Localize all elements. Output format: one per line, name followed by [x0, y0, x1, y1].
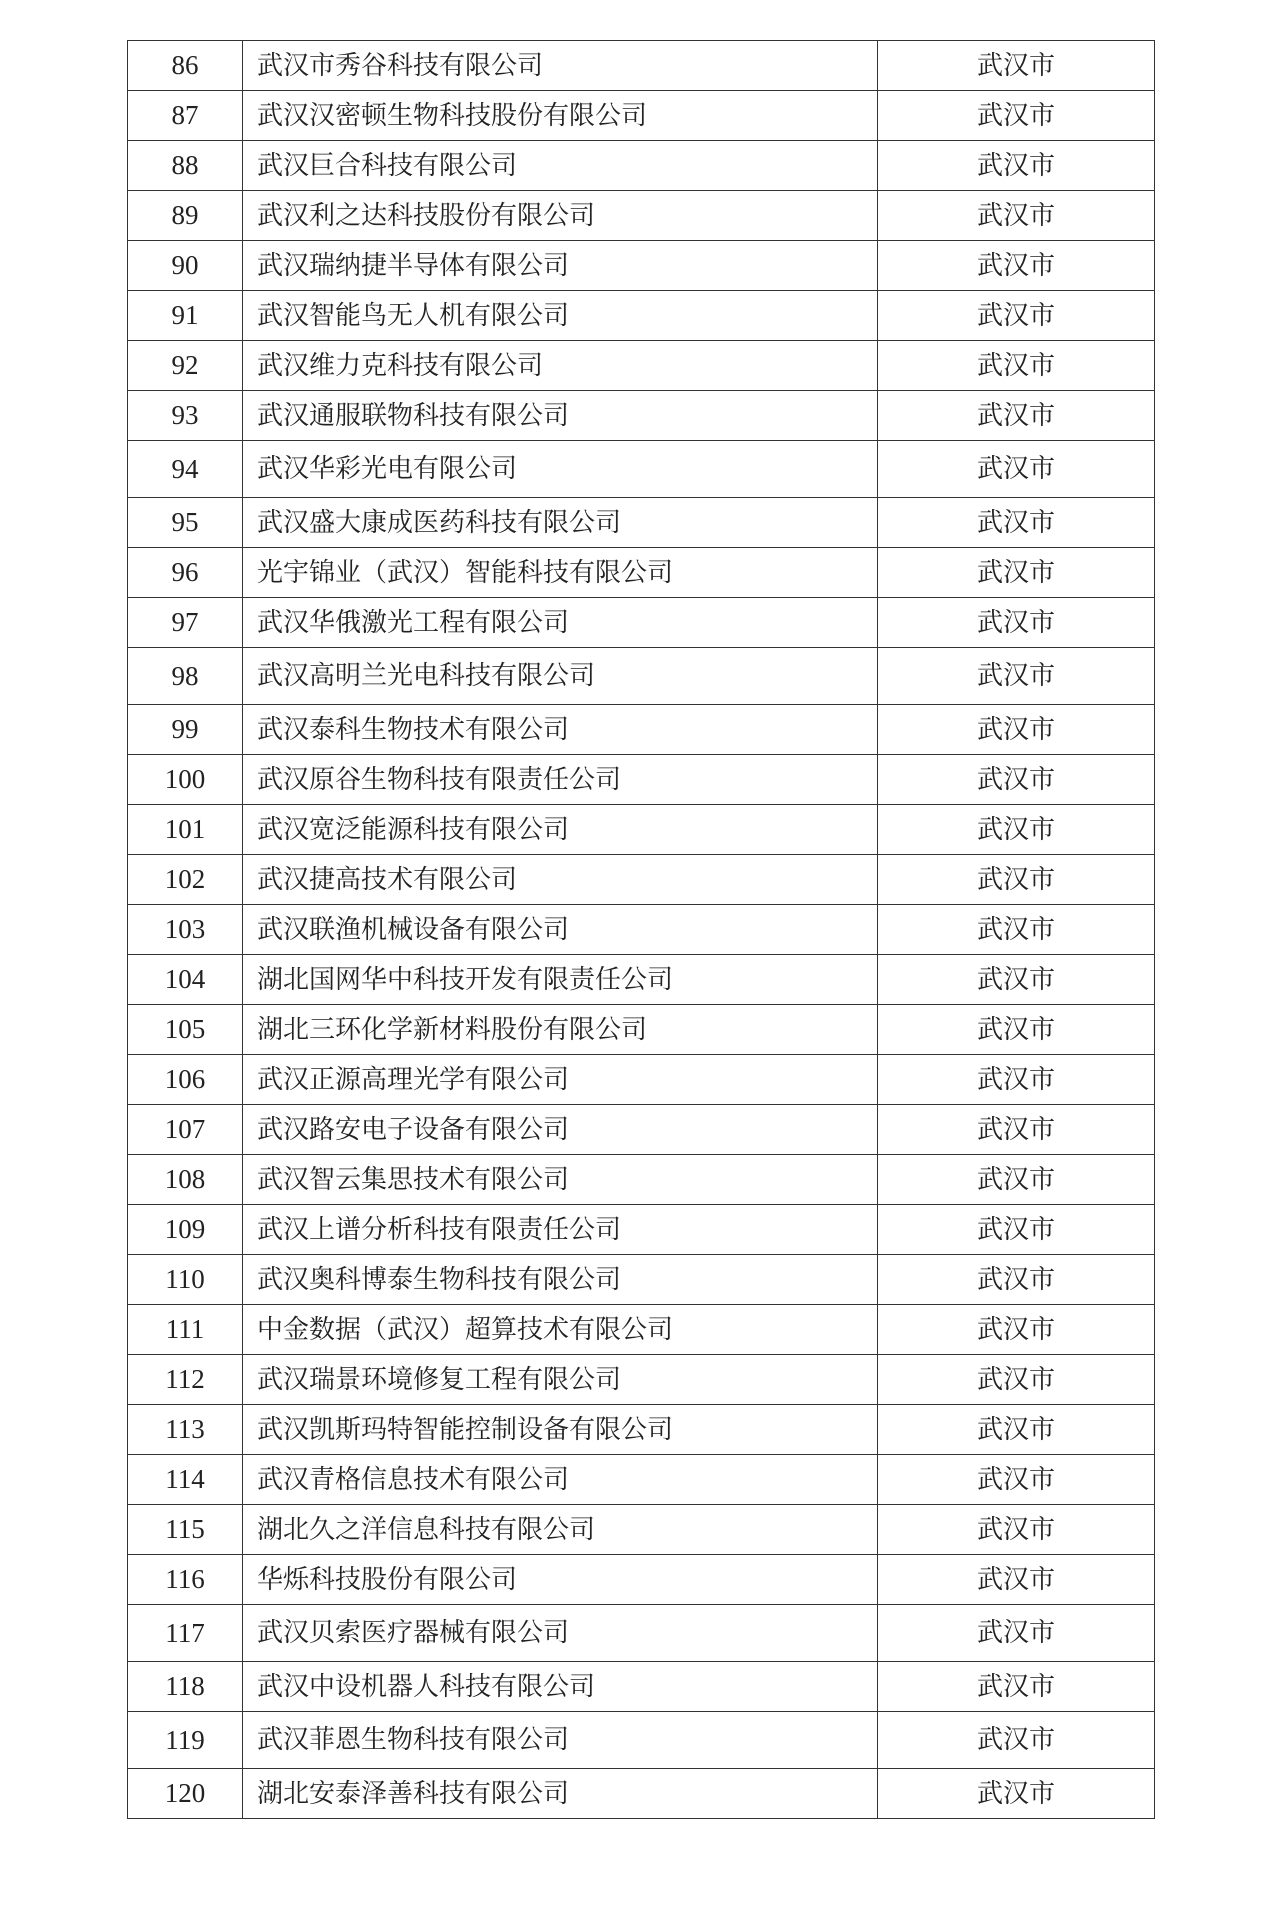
- region-cell: 武汉市: [878, 1505, 1155, 1555]
- row-number-cell: 87: [128, 91, 243, 141]
- region-cell: 武汉市: [878, 1662, 1155, 1712]
- row-number-cell: 112: [128, 1355, 243, 1405]
- row-number-cell: 95: [128, 498, 243, 548]
- table-row: [128, 955, 1155, 1005]
- table-row: [128, 1005, 1155, 1055]
- row-number-cell: 103: [128, 905, 243, 955]
- company-name-cell: 武汉贝索医疗器械有限公司: [243, 1605, 878, 1662]
- region-cell: 武汉市: [878, 1305, 1155, 1355]
- table-row: [128, 1305, 1155, 1355]
- company-name-cell: 武汉维力克科技有限公司: [243, 341, 878, 391]
- row-number-cell: 90: [128, 241, 243, 291]
- table-row: [128, 1205, 1155, 1255]
- row-number-cell: 115: [128, 1505, 243, 1555]
- company-name-cell: 武汉瑞纳捷半导体有限公司: [243, 241, 878, 291]
- region-cell: 武汉市: [878, 441, 1155, 498]
- region-cell: 武汉市: [878, 91, 1155, 141]
- company-list-table-container: [127, 40, 1155, 1819]
- region-cell: 武汉市: [878, 1405, 1155, 1455]
- row-number-cell: 108: [128, 1155, 243, 1205]
- table-row: [128, 41, 1155, 91]
- company-name-cell: 武汉中设机器人科技有限公司: [243, 1662, 878, 1712]
- company-name-cell: 武汉瑞景环境修复工程有限公司: [243, 1355, 878, 1405]
- table-row: [128, 1712, 1155, 1769]
- table-row: [128, 441, 1155, 498]
- region-cell: 武汉市: [878, 905, 1155, 955]
- region-cell: 武汉市: [878, 648, 1155, 705]
- company-name-cell: 武汉宽泛能源科技有限公司: [243, 805, 878, 855]
- region-cell: 武汉市: [878, 498, 1155, 548]
- row-number-cell: 120: [128, 1769, 243, 1819]
- region-cell: 武汉市: [878, 1155, 1155, 1205]
- row-number-cell: 110: [128, 1255, 243, 1305]
- company-name-cell: 武汉高明兰光电科技有限公司: [243, 648, 878, 705]
- table-row: [128, 598, 1155, 648]
- company-name-cell: 武汉巨合科技有限公司: [243, 141, 878, 191]
- company-name-cell: 湖北久之洋信息科技有限公司: [243, 1505, 878, 1555]
- row-number-cell: 109: [128, 1205, 243, 1255]
- table-row: [128, 391, 1155, 441]
- row-number-cell: 111: [128, 1305, 243, 1355]
- row-number-cell: 105: [128, 1005, 243, 1055]
- table-row: [128, 648, 1155, 705]
- row-number-cell: 104: [128, 955, 243, 1005]
- company-name-cell: 武汉利之达科技股份有限公司: [243, 191, 878, 241]
- table-row: [128, 1355, 1155, 1405]
- table-row: [128, 1455, 1155, 1505]
- table-row: [128, 548, 1155, 598]
- row-number-cell: 93: [128, 391, 243, 441]
- row-number-cell: 116: [128, 1555, 243, 1605]
- table-row: [128, 905, 1155, 955]
- company-name-cell: 武汉泰科生物技术有限公司: [243, 705, 878, 755]
- company-name-cell: 武汉正源高理光学有限公司: [243, 1055, 878, 1105]
- table-row: [128, 291, 1155, 341]
- region-cell: 武汉市: [878, 598, 1155, 648]
- region-cell: 武汉市: [878, 1355, 1155, 1405]
- company-name-cell: 武汉华俄激光工程有限公司: [243, 598, 878, 648]
- table-row: [128, 1405, 1155, 1455]
- row-number-cell: 117: [128, 1605, 243, 1662]
- region-cell: 武汉市: [878, 705, 1155, 755]
- region-cell: 武汉市: [878, 141, 1155, 191]
- row-number-cell: 98: [128, 648, 243, 705]
- region-cell: 武汉市: [878, 41, 1155, 91]
- table-body: [128, 41, 1155, 1819]
- region-cell: 武汉市: [878, 1555, 1155, 1605]
- row-number-cell: 94: [128, 441, 243, 498]
- row-number-cell: 92: [128, 341, 243, 391]
- company-name-cell: 武汉盛大康成医药科技有限公司: [243, 498, 878, 548]
- table-row: [128, 498, 1155, 548]
- table-row: [128, 1055, 1155, 1105]
- company-name-cell: 武汉原谷生物科技有限责任公司: [243, 755, 878, 805]
- company-name-cell: 湖北安泰泽善科技有限公司: [243, 1769, 878, 1819]
- region-cell: 武汉市: [878, 1769, 1155, 1819]
- row-number-cell: 86: [128, 41, 243, 91]
- region-cell: 武汉市: [878, 548, 1155, 598]
- region-cell: 武汉市: [878, 291, 1155, 341]
- table-row: [128, 1255, 1155, 1305]
- row-number-cell: 99: [128, 705, 243, 755]
- region-cell: 武汉市: [878, 755, 1155, 805]
- company-name-cell: 中金数据（武汉）超算技术有限公司: [243, 1305, 878, 1355]
- table-row: [128, 341, 1155, 391]
- table-row: [128, 191, 1155, 241]
- company-list-table: [127, 40, 1155, 1819]
- table-row: [128, 805, 1155, 855]
- row-number-cell: 113: [128, 1405, 243, 1455]
- row-number-cell: 100: [128, 755, 243, 805]
- region-cell: 武汉市: [878, 1255, 1155, 1305]
- row-number-cell: 114: [128, 1455, 243, 1505]
- table-row: [128, 705, 1155, 755]
- region-cell: 武汉市: [878, 341, 1155, 391]
- company-name-cell: 武汉华彩光电有限公司: [243, 441, 878, 498]
- company-name-cell: 湖北国网华中科技开发有限责任公司: [243, 955, 878, 1005]
- region-cell: 武汉市: [878, 1005, 1155, 1055]
- region-cell: 武汉市: [878, 391, 1155, 441]
- region-cell: 武汉市: [878, 191, 1155, 241]
- table-row: [128, 1155, 1155, 1205]
- company-name-cell: 武汉捷高技术有限公司: [243, 855, 878, 905]
- region-cell: 武汉市: [878, 1455, 1155, 1505]
- table-row: [128, 855, 1155, 905]
- company-name-cell: 武汉智云集思技术有限公司: [243, 1155, 878, 1205]
- company-name-cell: 湖北三环化学新材料股份有限公司: [243, 1005, 878, 1055]
- company-name-cell: 武汉联渔机械设备有限公司: [243, 905, 878, 955]
- company-name-cell: 武汉智能鸟无人机有限公司: [243, 291, 878, 341]
- company-name-cell: 武汉市秀谷科技有限公司: [243, 41, 878, 91]
- table-row: [128, 91, 1155, 141]
- table-row: [128, 241, 1155, 291]
- region-cell: 武汉市: [878, 1605, 1155, 1662]
- row-number-cell: 89: [128, 191, 243, 241]
- company-name-cell: 武汉青格信息技术有限公司: [243, 1455, 878, 1505]
- region-cell: 武汉市: [878, 241, 1155, 291]
- region-cell: 武汉市: [878, 1205, 1155, 1255]
- region-cell: 武汉市: [878, 1055, 1155, 1105]
- table-row: [128, 141, 1155, 191]
- region-cell: 武汉市: [878, 1712, 1155, 1769]
- row-number-cell: 101: [128, 805, 243, 855]
- region-cell: 武汉市: [878, 805, 1155, 855]
- table-row: [128, 1769, 1155, 1819]
- table-row: [128, 1555, 1155, 1605]
- row-number-cell: 96: [128, 548, 243, 598]
- row-number-cell: 91: [128, 291, 243, 341]
- company-name-cell: 武汉奥科博泰生物科技有限公司: [243, 1255, 878, 1305]
- company-name-cell: 武汉汉密顿生物科技股份有限公司: [243, 91, 878, 141]
- company-name-cell: 武汉通服联物科技有限公司: [243, 391, 878, 441]
- table-row: [128, 1505, 1155, 1555]
- row-number-cell: 118: [128, 1662, 243, 1712]
- company-name-cell: 武汉凯斯玛特智能控制设备有限公司: [243, 1405, 878, 1455]
- table-row: [128, 1662, 1155, 1712]
- table-row: [128, 1605, 1155, 1662]
- row-number-cell: 119: [128, 1712, 243, 1769]
- row-number-cell: 97: [128, 598, 243, 648]
- region-cell: 武汉市: [878, 1105, 1155, 1155]
- region-cell: 武汉市: [878, 855, 1155, 905]
- region-cell: 武汉市: [878, 955, 1155, 1005]
- row-number-cell: 107: [128, 1105, 243, 1155]
- company-name-cell: 光宇锦业（武汉）智能科技有限公司: [243, 548, 878, 598]
- table-row: [128, 1105, 1155, 1155]
- row-number-cell: 88: [128, 141, 243, 191]
- company-name-cell: 武汉上谱分析科技有限责任公司: [243, 1205, 878, 1255]
- table-row: [128, 755, 1155, 805]
- company-name-cell: 华烁科技股份有限公司: [243, 1555, 878, 1605]
- company-name-cell: 武汉路安电子设备有限公司: [243, 1105, 878, 1155]
- company-name-cell: 武汉菲恩生物科技有限公司: [243, 1712, 878, 1769]
- row-number-cell: 102: [128, 855, 243, 905]
- row-number-cell: 106: [128, 1055, 243, 1105]
